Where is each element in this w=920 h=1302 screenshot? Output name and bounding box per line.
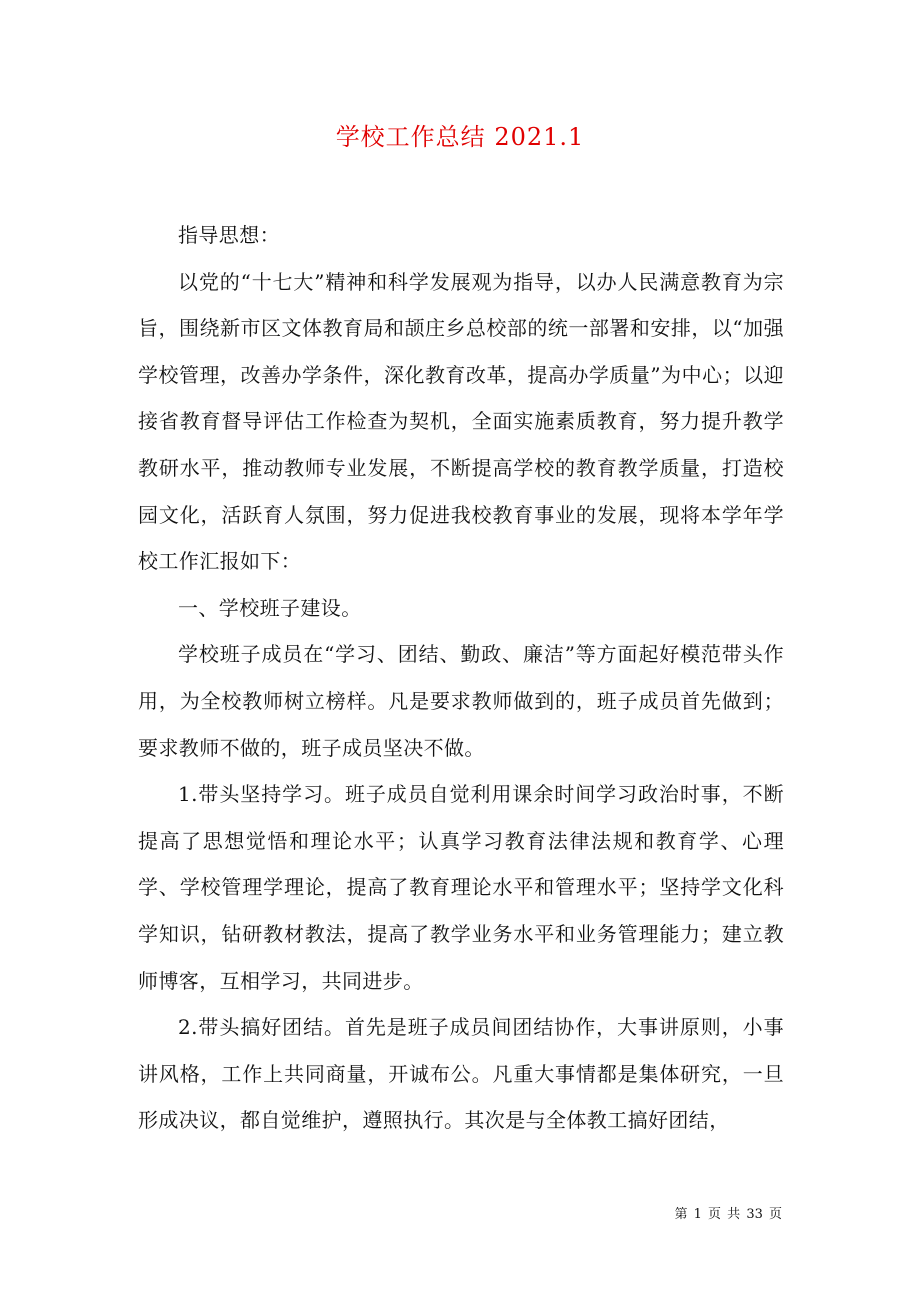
paragraph-leadership-role: 学校班子成员在“学习、团结、勤政、廉洁”等方面起好模范带头作用，为全校教师树立榜样。凡是要求教师做到的，班子成员首先做到；要求教师不做的，班子成员坚决不做。 [138, 642, 784, 760]
paragraph-study: 1.带头坚持学习。班子成员自觉利用课余时间学习政治时事，不断提高了思想觉悟和理论水平；认真学习教育法律法规和教育学、心理学、学校管理学理论，提高了教育理论水平和管理水平；坚持学文化科学知识，钻研教材教法，提高了教学业务水平和业务管理能力；建立教师博客，互相学习，共同进步。 [138, 782, 784, 993]
document-title: 学校工作总结 2021.1 [335, 123, 585, 151]
paragraph-unity: 2.带头搞好团结。首先是班子成员间团结协作，大事讲原则，小事讲风格，工作上共同商量，开诚布公。凡重大事情都是集体研究，一旦形成决议，都自觉维护，遵照执行。其次是与全体教工搞好团结， [138, 1015, 784, 1133]
paragraph-guiding-ideology: 以党的“十七大”精神和科学发展观为指导，以办人民满意教育为宗旨，围绕新市区文体教育局和颉庄乡总校部的统一部署和安排，以“加强学校管理，改善办学条件，深化教育改革，提高办学质量”为中心；以迎接省教育督导评估工作检查为契机，全面实施素质教育，努力提升教学教研水平，推动教师专业发展，不断提高学校的教育教学质量，打造校园文化，活跃育人氛围，努力促进我校教育事业的发展，现将本学年学校工作汇报如下： [138, 269, 784, 574]
section-heading-leadership: 一、学校班子建设。 [178, 595, 362, 620]
page-number-footer: 第 1 页 共 33 页 [674, 1207, 782, 1222]
paragraph-guiding-ideology-heading: 指导思想： [178, 223, 280, 247]
document-body [138, 212, 784, 1144]
